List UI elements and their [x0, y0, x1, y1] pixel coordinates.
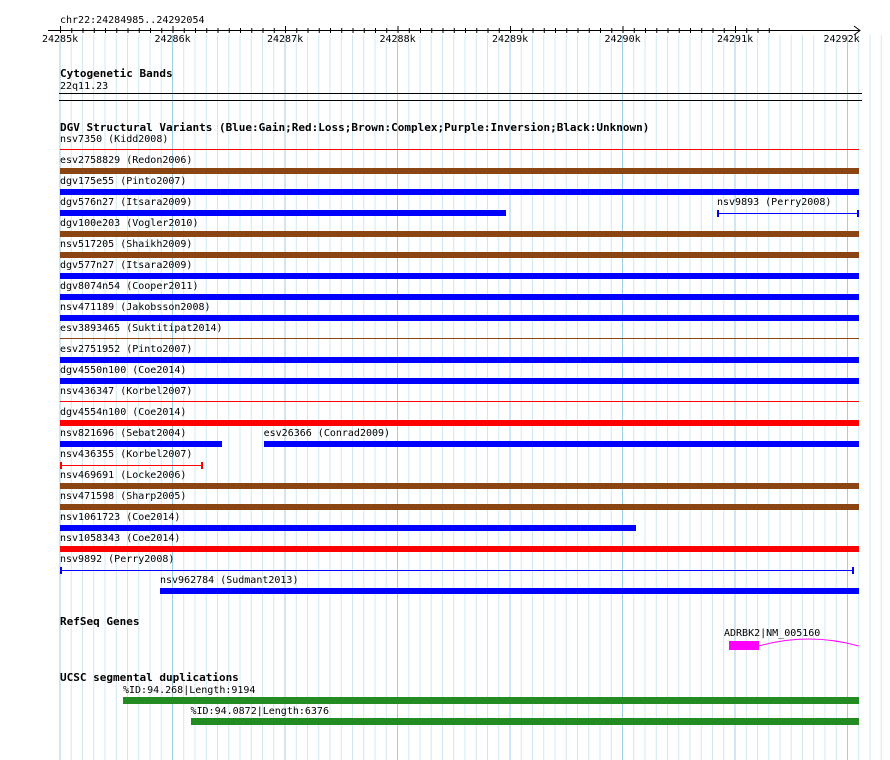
refseq-track-title[interactable]: RefSeq Genes	[60, 615, 140, 628]
variant-label[interactable]: nsv821696 (Sebat2004)	[60, 428, 187, 439]
variant-label[interactable]: nsv7350 (Kidd2008)	[60, 134, 169, 145]
variant-label[interactable]: nsv471189 (Jakobsson2008)	[60, 302, 211, 313]
dgv-track-title[interactable]: DGV Structural Variants (Blue:Gain;Red:Loss;Brown:Complex;Purple:Inversion;Black:Unknown)	[60, 121, 650, 134]
segdup-label[interactable]: %ID:94.268|Length:9194	[123, 685, 256, 696]
ruler-tick-label: 24289k	[492, 34, 529, 45]
variant-label[interactable]: nsv1061723 (Coe2014)	[60, 512, 181, 523]
variant-label[interactable]: dgv4550n100 (Coe2014)	[60, 365, 187, 376]
cytoband-label[interactable]: 22q11.23	[60, 81, 109, 92]
ruler-tick-label: 24288k	[379, 34, 416, 45]
segdup-bar[interactable]	[191, 718, 859, 725]
variant-label[interactable]: dgv175e55 (Pinto2007)	[60, 176, 187, 187]
ruler-tick-label: 24290k	[604, 34, 641, 45]
variant-label[interactable]: nsv517205 (Shaikh2009)	[60, 239, 193, 250]
variant-label[interactable]: esv2758829 (Redon2006)	[60, 155, 193, 166]
segdup-track-title[interactable]: UCSC segmental duplications	[60, 671, 239, 684]
variant-label[interactable]: dgv100e203 (Vogler2010)	[60, 218, 199, 229]
gene-intron-path	[759, 639, 859, 646]
segdup-label[interactable]: %ID:94.0872|Length:6376	[190, 706, 329, 717]
variant-label[interactable]: dgv577n27 (Itsara2009)	[60, 260, 193, 271]
variant-label[interactable]: nsv9892 (Perry2008)	[60, 554, 175, 565]
ruler-tick-label: 24292k	[823, 34, 860, 45]
variant-label[interactable]: nsv962784 (Sudmant2013)	[160, 575, 299, 586]
variant-label[interactable]: nsv9893 (Perry2008)	[717, 197, 832, 208]
ruler-location: chr22:24284985..24292054	[60, 15, 205, 26]
variant-label[interactable]: dgv4554n100 (Coe2014)	[60, 407, 187, 418]
variant-label[interactable]: esv26366 (Conrad2009)	[263, 428, 391, 439]
ruler-tick-label: 24291k	[717, 34, 754, 45]
variant-label[interactable]: esv3893465 (Suktitipat2014)	[60, 323, 223, 334]
ruler-tick-label: 24286k	[154, 34, 191, 45]
variant-label[interactable]: nsv469691 (Locke2006)	[60, 470, 187, 481]
gene-label[interactable]: ADRBK2|NM_005160	[724, 628, 821, 639]
variant-label[interactable]: esv2751952 (Pinto2007)	[60, 344, 193, 355]
variant-label[interactable]: dgv576n27 (Itsara2009)	[60, 197, 193, 208]
variant-label[interactable]: nsv436347 (Korbel2007)	[60, 386, 193, 397]
variant-label[interactable]: nsv436355 (Korbel2007)	[60, 449, 193, 460]
variant-label[interactable]: nsv471598 (Sharp2005)	[60, 491, 187, 502]
variant-label[interactable]: nsv1058343 (Coe2014)	[60, 533, 181, 544]
ruler-tick-label: 24287k	[267, 34, 304, 45]
cytoband-track-title[interactable]: Cytogenetic Bands	[60, 67, 173, 80]
ruler-tick-label: 24285k	[42, 34, 79, 45]
segdup-bar[interactable]	[123, 697, 859, 704]
variant-label[interactable]: dgv8074n54 (Cooper2011)	[60, 281, 199, 292]
